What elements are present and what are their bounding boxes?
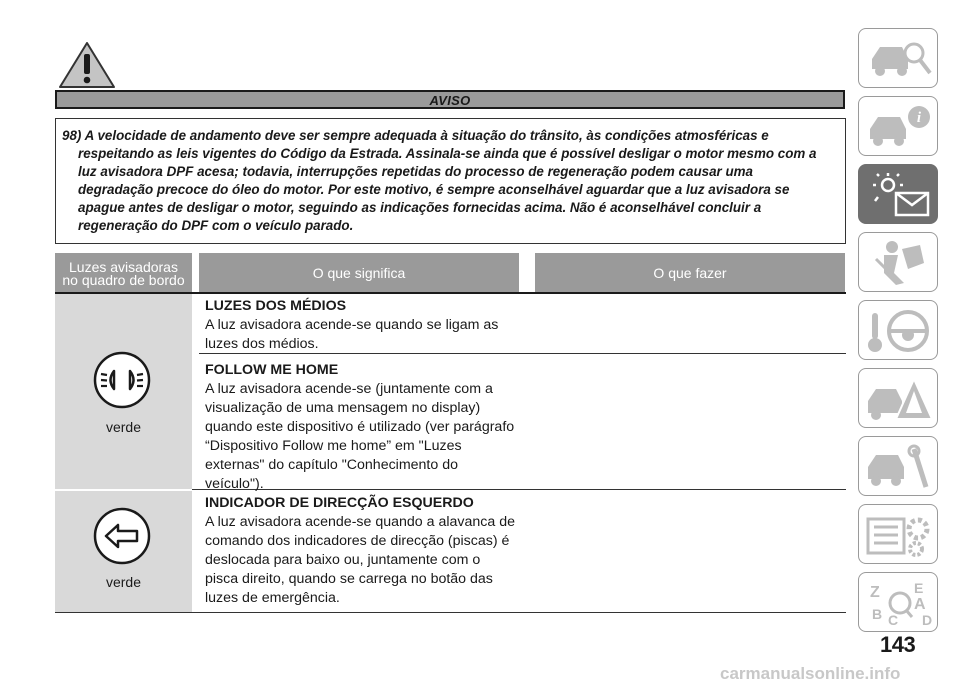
entry-line: luzes dos médios.: [205, 336, 319, 352]
header-action: O que fazer: [535, 253, 845, 292]
entry-line: comando dos indicadores de direcção (piscas) é: [205, 533, 510, 549]
tab-warning-lights[interactable]: [858, 164, 938, 224]
entry-follow-me-home: [205, 361, 530, 494]
warning-triangle-icon: [57, 40, 117, 90]
entry-line: A luz avisadora acende-se quando a alavanca de: [205, 514, 515, 530]
aviso-line-5: apague antes de desligar o motor, seguindo as indicações fornecidas acima. Não é aconselhável concluir a: [78, 200, 762, 215]
entry-low-beam: [205, 297, 530, 354]
entry-line: pisca direito, quando se carrega no botão das: [205, 571, 493, 587]
tab-index[interactable]: [858, 572, 938, 632]
car-info-icon: [864, 103, 934, 151]
svg-text:C: C: [888, 612, 899, 627]
header-col1-line1: Luzes avisadoras: [69, 258, 178, 275]
aviso-line-1: 98) A velocidade de andamento deve ser sempre adequada à situação do trânsito, às condições atmosféricas e: [62, 128, 769, 143]
page-number: 143: [880, 632, 916, 657]
entry-line: A luz avisadora acende-se (juntamente com a: [205, 381, 493, 397]
aviso-text: [62, 127, 837, 235]
tab-start-drive[interactable]: [858, 300, 938, 360]
warning-light-message-icon: [864, 171, 934, 219]
car-search-icon: [864, 35, 934, 83]
alphabet-index-icon: [864, 579, 934, 627]
entry-line: A luz avisadora acende-se quando se ligam as: [205, 317, 499, 333]
header-meaning: O que significa: [199, 253, 519, 292]
tab-emergency[interactable]: [858, 368, 938, 428]
tab-car-info[interactable]: [858, 96, 938, 156]
entry-left-indicator: [205, 494, 530, 608]
entry-title: FOLLOW ME HOME: [205, 362, 339, 378]
header-col1-line2: no quadro de bordo: [62, 271, 185, 288]
entry-line: deslocada para baixo ou, juntamente com o: [205, 552, 481, 568]
steering-wheel-key-icon: [864, 307, 934, 355]
aviso-line-3: luz avisadora DPF acesa; todavia, interrupções repetidas do processo de regeneração podem causar uma: [78, 164, 753, 179]
tab-safety[interactable]: [858, 232, 938, 292]
svg-text:A: A: [914, 596, 926, 613]
entry-line: luzes de emergência.: [205, 590, 340, 606]
entry-title: LUZES DOS MÉDIOS: [205, 298, 347, 314]
aviso-header: [55, 90, 845, 109]
tab-technical-data[interactable]: [858, 504, 938, 564]
aviso-line-2: respeitando as leis vigentes do Código da Estrada. Assinala-se ainda que é possível desligar o motor mesmo com a: [78, 146, 817, 161]
header-warning-lights: [55, 253, 192, 292]
aviso-line-4: degradação precoce do óleo do motor. Por este motivo, é sempre aconselhável aguardar que a luz avisadora se: [78, 182, 790, 197]
row-divider: [55, 612, 846, 613]
svg-text:B: B: [872, 606, 883, 622]
svg-text:Z: Z: [870, 584, 880, 601]
tab-maintenance[interactable]: [858, 436, 938, 496]
entry-line: veículo").: [205, 476, 264, 492]
airbag-person-icon: [864, 239, 934, 287]
entry-line: externas" do capítulo "Conhecimento do: [205, 457, 458, 473]
color-label: verde: [105, 574, 142, 590]
car-hazard-icon: [864, 375, 934, 423]
svg-text:E: E: [914, 580, 924, 596]
car-tools-icon: [864, 443, 934, 491]
low-beam-icon: [92, 350, 152, 410]
entry-line: quando este dispositivo é utilizado (ver parágrafo: [205, 419, 515, 435]
entry-title: INDICADOR DE DIRECÇÃO ESQUERDO: [205, 495, 474, 511]
tab-car-search[interactable]: [858, 28, 938, 88]
entry-line: “Dispositivo Follow me home” em "Luzes: [205, 438, 462, 454]
svg-text:i: i: [916, 110, 922, 126]
watermark: carmanualsonline.info: [720, 664, 901, 683]
aviso-line-6: regeneração do DPF com o veículo parado.: [78, 218, 354, 233]
color-label: verde: [105, 419, 142, 435]
entry-line: visualização de uma mensagem no display): [205, 400, 481, 416]
left-turn-arrow-icon: [92, 506, 152, 566]
specs-gear-icon: [864, 511, 934, 559]
svg-text:D: D: [922, 612, 933, 627]
aviso-title: AVISO: [429, 93, 471, 108]
